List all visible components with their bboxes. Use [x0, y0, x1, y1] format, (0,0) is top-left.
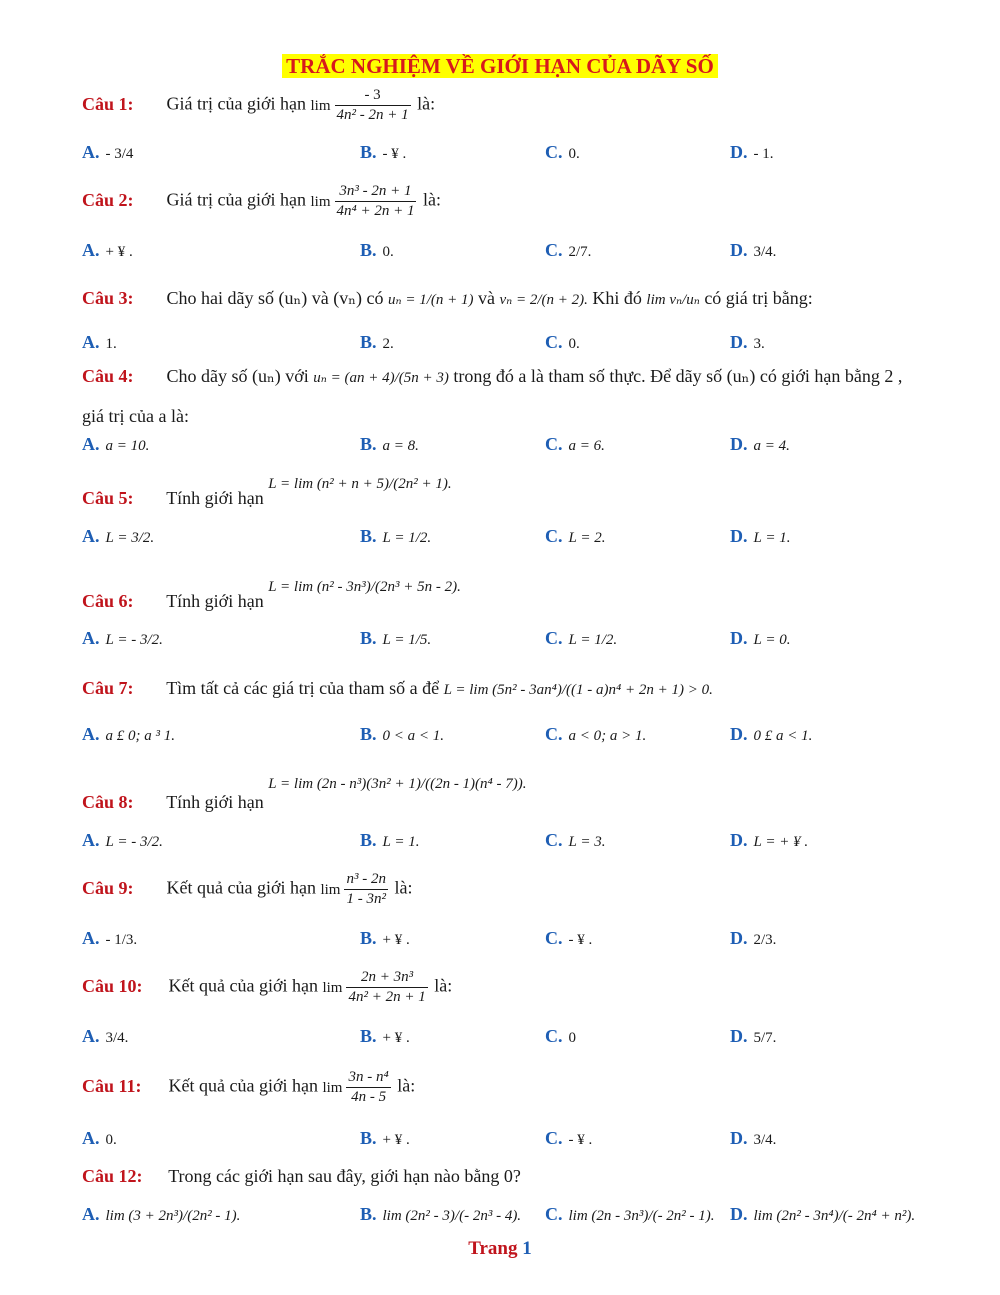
title-text: TRẮC NGHIỆM VỀ GIỚI HẠN CỦA DÃY SỐ: [282, 54, 718, 78]
option-4a[interactable]: A. a = 10.: [82, 434, 150, 454]
option-4d[interactable]: D. a = 4.: [730, 434, 790, 454]
limit-fraction: $\frac{\text{3n - n⁴}}{4n - 5}$: [348, 1069, 389, 1105]
option-5a[interactable]: A. L = 3/2.: [82, 526, 155, 546]
footer-word: Trang: [468, 1238, 518, 1259]
option-1c[interactable]: C. 0.: [545, 142, 580, 162]
option-12d[interactable]: D. lim (2n² - 3n⁴)/(- 2n⁴ + n²).: [730, 1204, 916, 1224]
option-9c[interactable]: C. - ¥ .: [545, 928, 593, 948]
option-5c[interactable]: C. L = 2.: [545, 526, 606, 546]
option-12b[interactable]: B. lim (2n² - 3)/(- 2n³ - 4).: [360, 1204, 522, 1224]
option-1a[interactable]: A. - 3/4: [82, 142, 134, 162]
option-2c[interactable]: C. 2/7.: [545, 240, 592, 260]
option-2b[interactable]: B. 0.: [360, 240, 394, 260]
limit-formula: L = lim (n² - 3n³)/(2n³ + 5n - 2).: [268, 579, 461, 595]
option-10c[interactable]: C. 0: [545, 1026, 576, 1046]
option-11c[interactable]: C. - ¥ .: [545, 1128, 593, 1148]
option-11d[interactable]: D. 3/4.: [730, 1128, 777, 1148]
option-12a[interactable]: A. lim (3 + 2n³)/(2n² - 1).: [82, 1204, 241, 1224]
option-3a[interactable]: A. 1.: [82, 332, 117, 352]
option-10b[interactable]: B. + ¥ .: [360, 1026, 410, 1046]
option-7d[interactable]: D. 0 £ a < 1.: [730, 724, 813, 744]
option-8c[interactable]: C. L = 3.: [545, 830, 606, 850]
option-7b[interactable]: B. 0 < a < 1.: [360, 724, 445, 744]
option-1b[interactable]: B. - ¥ .: [360, 142, 407, 162]
option-9a[interactable]: A. - 1/3.: [82, 928, 138, 948]
option-9b[interactable]: B. + ¥ .: [360, 928, 410, 948]
question-8: Câu 8: Tính giới hạn $^{L = lim (2n - n^3)(3n^2 + 1)/((2n - 1)(n^4 - 7)).}$: [82, 776, 527, 812]
option-5b[interactable]: B. L = 1/2.: [360, 526, 432, 546]
option-6b[interactable]: B. L = 1/5.: [360, 628, 432, 648]
limit-fraction: $\frac{\text{n³ - 2n}}{\text{1 - 3n²}}$: [346, 871, 386, 907]
footer-page-number: 1: [522, 1238, 532, 1259]
limit-formula: L = lim (5n² - 3an⁴)/((1 - a)n⁴ + 2n + 1) > 0.: [443, 682, 713, 698]
limit-formula: L = lim (n² + n + 5)/(2n² + 1).: [268, 476, 452, 492]
option-6d[interactable]: D. L = 0.: [730, 628, 791, 648]
option-10a[interactable]: A. 3/4.: [82, 1026, 129, 1046]
option-3d[interactable]: D. 3.: [730, 332, 765, 352]
option-7c[interactable]: C. a < 0; a > 1.: [545, 724, 647, 744]
option-11a[interactable]: A. 0.: [82, 1128, 117, 1148]
page-footer: [0, 1238, 1000, 1260]
question-4: Câu 4: Cho dãy số (uₙ) với uₙ = (an + 4)/(5n + 3) trong đó a là tham số thực. Để dãy số (uₙ) có giới hạn bằng 2 ,: [82, 366, 903, 386]
question-4-line2: giá trị của a là:: [82, 406, 189, 426]
option-12c[interactable]: C. lim (2n - 3n³)/(- 2n² - 1).: [545, 1204, 715, 1224]
question-text: Giá trị của giới hạn: [166, 93, 306, 114]
question-11: Câu 11: Kết quả của giới hạn lim $\frac{\text{3n - n⁴}}{4n - 5}$ là:: [82, 1069, 416, 1105]
question-6: Câu 6: Tính giới hạn $^{L = lim (n^2 - 3n^3)/(2n^3 + 5n - 2).}$: [82, 579, 461, 611]
limit-fraction: $\frac{- 3}{\text{4n² - 2n + 1}}$: [336, 87, 409, 123]
option-9d[interactable]: D. 2/3.: [730, 928, 777, 948]
option-8a[interactable]: A. L = - 3/2.: [82, 830, 163, 850]
option-2d[interactable]: D. 3/4.: [730, 240, 777, 260]
option-3c[interactable]: C. 0.: [545, 332, 580, 352]
option-5d[interactable]: D. L = 1.: [730, 526, 791, 546]
option-4b[interactable]: B. a = 8.: [360, 434, 419, 454]
question-3: Câu 3: Cho hai dãy số (uₙ) và (vₙ) có uₙ = 1/(n + 1) và vₙ = 2/(n + 2). Khi đó lim vₙ/uₙ có giá trị bằng:: [82, 288, 813, 308]
option-1d[interactable]: D. - 1.: [730, 142, 774, 162]
question-suffix: là:: [417, 93, 436, 114]
option-2a[interactable]: A. + ¥ .: [82, 240, 133, 260]
option-11b[interactable]: B. + ¥ .: [360, 1128, 410, 1148]
limit-fraction: $\frac{\text{2n + 3n³}}{\text{4n² + 2n + 1}}$: [348, 969, 426, 1005]
option-10d[interactable]: D. 5/7.: [730, 1026, 777, 1046]
option-7a[interactable]: A. a £ 0; a ³ 1.: [82, 724, 175, 744]
option-6a[interactable]: A. L = - 3/2.: [82, 628, 163, 648]
question-10: Câu 10: Kết quả của giới hạn lim $\frac{\text{2n + 3n³}}{\text{4n² + 2n + 1}}$ là:: [82, 969, 453, 1005]
option-8d[interactable]: D. L = + ¥ .: [730, 830, 809, 850]
question-7: Câu 7: Tìm tất cả các giá trị của tham số a để L = lim (5n² - 3an⁴)/((1 - a)n⁴ + 2n + 1) > 0.: [82, 678, 713, 698]
limit-fraction: $\frac{\text{3n³ - 2n + 1}}{\text{4n⁴ + 2n + 1}}$: [336, 183, 415, 219]
option-8b[interactable]: B. L = 1.: [360, 830, 420, 850]
lim-symbol: lim: [310, 97, 331, 114]
worksheet-title: [0, 54, 1000, 79]
question-5: Câu 5: Tính giới hạn $^{L = lim (n^2 + n + 5)/(2n^2 + 1).}$: [82, 476, 452, 508]
question-2: Câu 2: Giá trị của giới hạn lim $\frac{\text{3n³ - 2n + 1}}{\text{4n⁴ + 2n + 1}}$ là:: [82, 183, 441, 219]
limit-formula: L = lim (2n - n³)(3n² + 1)/((2n - 1)(n⁴ - 7)).: [268, 776, 527, 792]
question-9: Câu 9: Kết quả của giới hạn lim $\frac{\text{n³ - 2n}}{\text{1 - 3n²}}$ là:: [82, 871, 413, 907]
option-3b[interactable]: B. 2.: [360, 332, 394, 352]
question-1: [82, 86, 962, 125]
option-6c[interactable]: C. L = 1/2.: [545, 628, 618, 648]
option-4c[interactable]: C. a = 6.: [545, 434, 605, 454]
question-12: Câu 12: Trong các giới hạn sau đây, giới hạn nào bằng 0?: [82, 1166, 521, 1186]
question-label: Câu 1:: [82, 93, 134, 114]
